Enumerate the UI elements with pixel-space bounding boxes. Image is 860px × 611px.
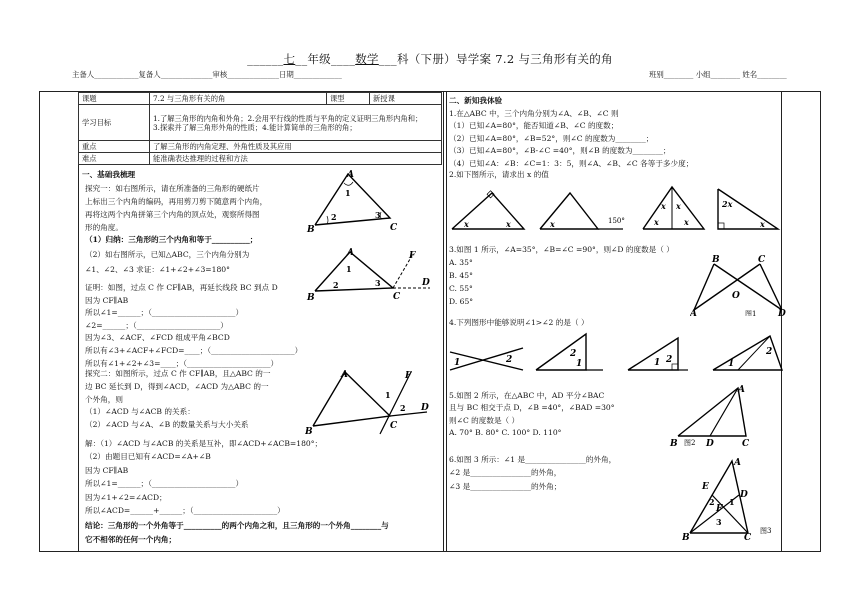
document-title: ______七__年级____数学___科（下册）导学案 7.2 与三角形有关的角 bbox=[247, 52, 613, 66]
proof-line: 证明：如图，过点 C 作 CF∥AB，再延长线段 BC 到点 D bbox=[85, 283, 278, 292]
q3-line: 3.如图 1 所示，∠A=35°，∠B=∠C =90°，则∠D 的度数是（ ） bbox=[449, 245, 674, 254]
q1-line: 1.在△ABC 中，三个内角分别为∠A、∠B、∠C 则 bbox=[449, 109, 619, 118]
q1-lines bbox=[449, 108, 693, 170]
q6-line: ∠2 是________________的外角， bbox=[449, 468, 562, 478]
figure-triangle-3 bbox=[305, 368, 435, 438]
svg-text:D: D bbox=[778, 309, 786, 316]
q4-figures bbox=[448, 332, 788, 376]
q6-line: 6.如图 3 所示：∠1 是________________的外角， bbox=[449, 455, 617, 464]
proof-line: 因为∠3、∠ACF、∠FCD 组成平角∠BCD bbox=[85, 333, 230, 343]
svg-text:A: A bbox=[347, 248, 354, 258]
meta-student: 班别________ 小组________ 姓名________ bbox=[649, 70, 787, 79]
answer-lines bbox=[85, 437, 322, 517]
svg-text:1: 1 bbox=[728, 359, 735, 369]
svg-text:2: 2 bbox=[766, 347, 773, 357]
svg-text:B: B bbox=[307, 293, 315, 303]
explore1-line: 上标出三个内角的编码，再用剪刀剪下随意两个内角， bbox=[85, 197, 268, 206]
left-section-title: 一、基础我梳理 bbox=[82, 170, 136, 179]
goal-line-2: 3.探索并了解三角形外角的性质；4.能计算简单的三角形的角； bbox=[153, 122, 357, 132]
q2-figures bbox=[448, 183, 788, 235]
q5-line: 则∠C 的度数是（ ） bbox=[449, 415, 520, 425]
svg-text:A: A bbox=[341, 370, 348, 380]
figure-1-caption: 图1 bbox=[745, 310, 757, 316]
svg-text:D: D bbox=[422, 278, 430, 288]
svg-text:A: A bbox=[347, 170, 354, 180]
q3-option: C. 55° bbox=[449, 284, 473, 293]
conclusion2-line2: 它不相邻的任何一个内角； bbox=[85, 535, 177, 544]
svg-text:C: C bbox=[758, 255, 766, 265]
svg-text:B: B bbox=[712, 255, 720, 265]
svg-text:1: 1 bbox=[729, 497, 735, 507]
proof-line: 所以有∠3+∠ACF+∠FCD=____；（______________________） bbox=[85, 345, 303, 355]
svg-text:1: 1 bbox=[654, 358, 661, 368]
svg-text:F: F bbox=[405, 371, 412, 381]
svg-text:1: 1 bbox=[346, 264, 352, 274]
proof-line: 因为 CF∥AB bbox=[85, 295, 129, 305]
q1-line: （4）已知∠A：∠B：∠C=1：3：5，则∠A、∠B、∠C 各等于多少度； bbox=[449, 158, 694, 168]
answer-line: 所以∠ACD=______+______；（______________________） bbox=[85, 506, 285, 516]
explore1-line: 探究一：如右图所示，请在所准备的三角形的硬纸片 bbox=[85, 184, 260, 193]
answer-line: 解：（1）∠ACD 与∠ACB 的关系是互补，即∠ACD+∠ACB=180°； bbox=[85, 439, 323, 448]
q3-lines bbox=[449, 243, 674, 308]
svg-text:3: 3 bbox=[375, 210, 381, 220]
svg-text:x: x bbox=[464, 219, 469, 229]
answer-line: 因为 CF∥AB bbox=[85, 465, 129, 475]
svg-text:2: 2 bbox=[400, 403, 406, 413]
svg-text:3: 3 bbox=[375, 278, 381, 288]
answer-line: 所以∠1=______；（______________________） bbox=[85, 479, 244, 489]
row-type-label: 课型 bbox=[327, 93, 370, 105]
svg-text:1: 1 bbox=[385, 390, 391, 400]
info-table bbox=[78, 92, 442, 165]
svg-text:1: 1 bbox=[454, 358, 461, 368]
svg-text:C: C bbox=[744, 533, 752, 540]
svg-text:x: x bbox=[684, 217, 689, 227]
svg-text:x: x bbox=[661, 201, 666, 211]
explore1-text bbox=[85, 182, 267, 234]
row-key-label: 重点 bbox=[79, 141, 150, 153]
goal-line-1: 1.了解三角形的内角和外角；2.会用平行线的性质与平角的定义证明三角形内角和； bbox=[153, 113, 423, 123]
svg-text:A: A bbox=[738, 385, 745, 395]
q1-line: （2）已知∠A=80°，∠B=52°，则∠C 的度数为________； bbox=[449, 133, 654, 143]
svg-text:D: D bbox=[706, 439, 714, 449]
explore1-line: 形的角度。 bbox=[85, 223, 123, 232]
svg-text:x: x bbox=[550, 219, 555, 229]
q3-option: B. 45° bbox=[449, 271, 473, 280]
svg-text:C: C bbox=[742, 439, 750, 449]
figure-triangle-2 bbox=[305, 248, 435, 308]
svg-text:B: B bbox=[670, 439, 678, 449]
title-rest: 科（下册）导学案 7.2 与三角形有关的角 bbox=[396, 52, 613, 66]
svg-text:F: F bbox=[716, 504, 723, 514]
svg-text:2x: 2x bbox=[722, 199, 733, 209]
svg-text:C: C bbox=[390, 421, 398, 431]
svg-text:A: A bbox=[734, 458, 741, 468]
svg-text:x: x bbox=[676, 201, 681, 211]
row-type-value: 新授课 bbox=[370, 93, 442, 105]
svg-text:1: 1 bbox=[576, 359, 583, 369]
q1-line: （3）已知∠A=80°，∠B-∠C =40°，则∠B 的度数为________； bbox=[449, 146, 671, 156]
svg-text:B: B bbox=[307, 225, 315, 235]
svg-text:B: B bbox=[305, 427, 313, 437]
title-subject: 数学 bbox=[355, 52, 379, 66]
svg-text:1: 1 bbox=[345, 188, 351, 198]
q1-line: （1）已知∠A=80°，能否知道∠B、∠C 的度数； bbox=[449, 121, 619, 131]
row-topic-label: 课题 bbox=[79, 93, 150, 105]
figure-triangle-1 bbox=[305, 168, 405, 238]
answer-line: （2）由题目已知有∠ACD=∠A+∠B bbox=[85, 452, 211, 462]
figure-3 bbox=[682, 455, 792, 540]
explore2-line: 探究二：如图所示，过点 C 作 CF∥AB，且△ABC 的一 bbox=[85, 369, 271, 378]
q5-line: 且与 BC 相交于点 D，∠B =40°，∠BAD =30° bbox=[449, 403, 615, 413]
explore2-line: 边 BC 延长到 D，得到∠ACD，∠ACD 为△ABC 的一 bbox=[85, 381, 269, 391]
svg-text:E: E bbox=[702, 482, 709, 492]
answer-line: 因为∠1+∠2=∠ACD； bbox=[85, 492, 167, 502]
svg-text:x: x bbox=[760, 219, 765, 229]
svg-text:2: 2 bbox=[666, 355, 673, 365]
svg-text:C: C bbox=[393, 292, 401, 302]
figure-3-caption: 图3 bbox=[760, 527, 772, 535]
svg-text:2: 2 bbox=[506, 355, 513, 365]
figure-1 bbox=[690, 254, 795, 316]
explore2-line: （2）∠ACD 与∠A、∠B 的数量关系与大小关系 bbox=[85, 420, 249, 430]
figure-2 bbox=[668, 384, 768, 450]
q2-angle-label: 150° bbox=[608, 217, 625, 225]
svg-text:D: D bbox=[421, 403, 429, 413]
q3-option: D. 65° bbox=[449, 297, 474, 306]
proof-line: ∠2=______；（______________________） bbox=[85, 320, 228, 330]
svg-text:C: C bbox=[390, 223, 398, 233]
svg-text:F: F bbox=[409, 251, 416, 261]
explore2-line: （1）∠ACD 与∠ACB 的关系： bbox=[85, 407, 195, 417]
row-topic-value: 7.2 与三角形有关的角 bbox=[150, 93, 327, 105]
row-goal-value bbox=[150, 105, 442, 141]
svg-text:2: 2 bbox=[570, 349, 577, 359]
svg-text:x: x bbox=[654, 217, 659, 227]
explore2-line: 个外角，则 bbox=[85, 394, 123, 404]
svg-text:B: B bbox=[682, 533, 690, 540]
svg-text:3: 3 bbox=[716, 517, 722, 527]
q6-lines bbox=[449, 453, 616, 493]
svg-text:D: D bbox=[740, 490, 748, 500]
proof-lines bbox=[85, 282, 302, 370]
row-difficulty-value: 能准确表达推理的过程和方法 bbox=[150, 153, 442, 165]
step2b: ∠1、∠2、∠3 求证：∠1+∠2+∠3=180° bbox=[85, 265, 230, 274]
row-difficulty-label: 难点 bbox=[79, 153, 150, 165]
q4-text: 4.下列图形中能够说明∠1>∠2 的是（ ） bbox=[449, 318, 589, 327]
svg-text:A: A bbox=[690, 309, 697, 316]
conclusion1: （1）归纳：三角形的三个内角和等于__________； bbox=[85, 235, 258, 244]
title-grade-suffix: 年级 bbox=[307, 52, 331, 66]
q5-line: 5.如图 2 所示，在△ABC 中，AD 平分∠BAC bbox=[449, 391, 605, 400]
explore1-line: 再将这两个内角拼第三个内角的顶点处，观察所得图 bbox=[85, 210, 260, 219]
step2: （2）如右图所示，已知△ABC，三个内角分别为 bbox=[85, 250, 250, 259]
svg-text:2: 2 bbox=[709, 497, 715, 507]
right-section-title: 二、新知我体验 bbox=[449, 96, 503, 105]
svg-text:O: O bbox=[732, 291, 740, 301]
q6-line: ∠3 是________________的外角； bbox=[449, 481, 562, 491]
meta-authors: 主备人____________复备人______________审核______________日期_____________ bbox=[72, 70, 342, 79]
svg-text:2: 2 bbox=[333, 280, 339, 290]
q5-options: A. 70° B. 80° C. 100° D. 110° bbox=[449, 428, 562, 438]
explore2-text bbox=[85, 368, 270, 432]
figure-2-caption: 图2 bbox=[684, 439, 696, 447]
svg-text:2: 2 bbox=[331, 212, 337, 222]
title-grade: 七 bbox=[283, 52, 296, 66]
conclusion2-line1: 结论：三角形的一个外角等于__________的两个内角之和，且三角形的一个外角________与 bbox=[85, 521, 389, 530]
q5-lines bbox=[449, 390, 615, 440]
q3-option: A. 35° bbox=[449, 258, 473, 267]
q2-text: 2.如下图所示，请求出 x 的值 bbox=[449, 170, 549, 179]
svg-text:x: x bbox=[506, 219, 511, 229]
proof-line: 所以有∠1+∠2+∠3=____；（______________________） bbox=[85, 358, 279, 368]
row-key-value: 了解三角形的内角定理、外角性质及其应用 bbox=[150, 141, 442, 153]
row-goal-label: 学习目标 bbox=[79, 105, 150, 141]
proof-line: 所以∠1=______；（______________________） bbox=[85, 308, 244, 318]
